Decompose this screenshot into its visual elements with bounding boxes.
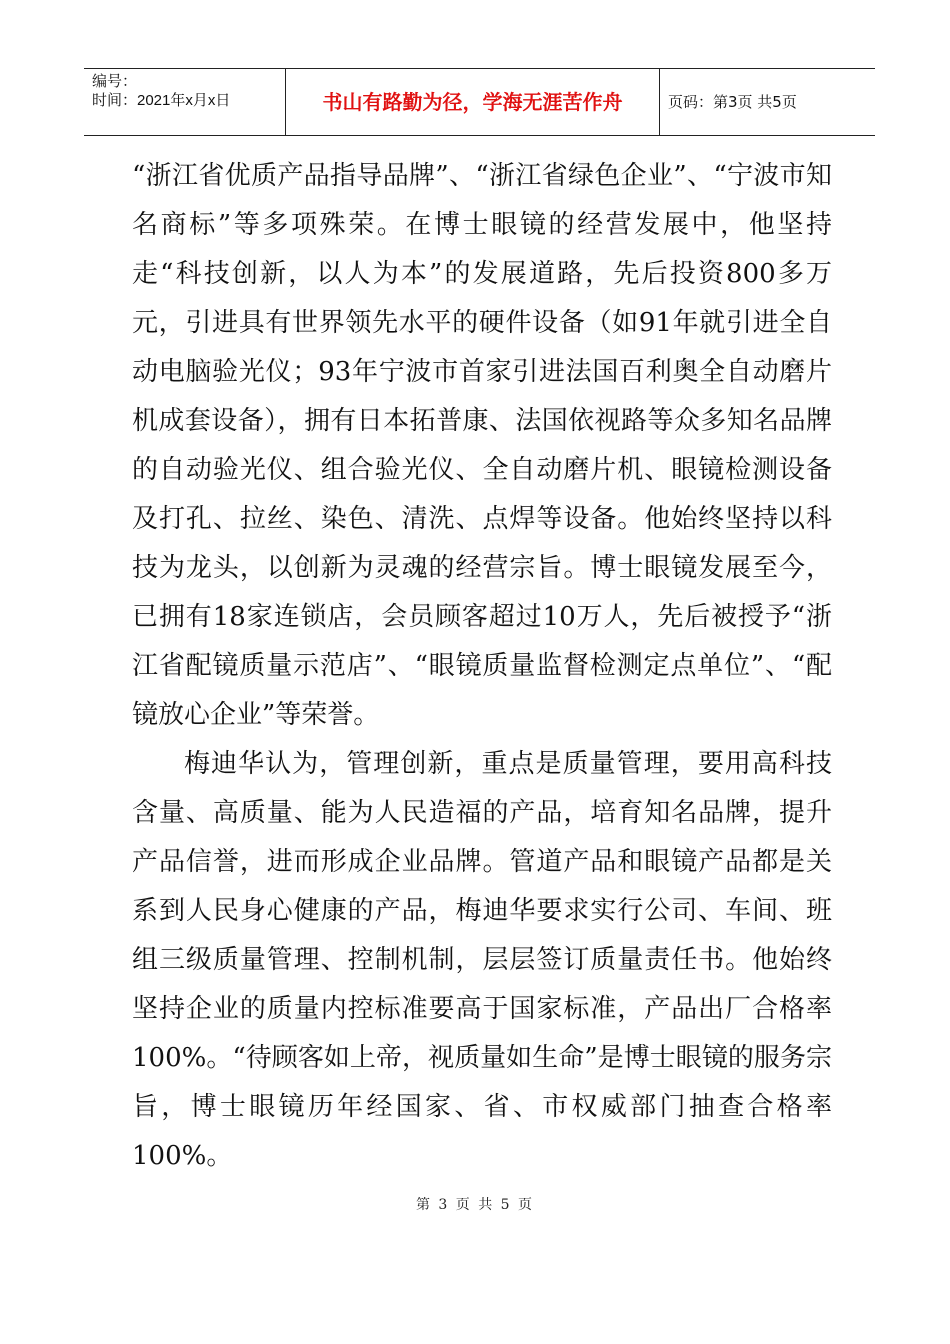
document-number-label: 编号： [92, 73, 138, 90]
paragraph-quality-management: 梅迪华认为，管理创新，重点是质量管理，要用高科技含量、高质量、能为人民造福的产品，培育知名品牌，提升产品信誉，进而形成企业品牌。管道产品和眼镜产品都是关系到人民身心健康的产品，梅迪华要求实行公司、车间、班组三级质量管理、控制机制，层层签订质量责任书。他始终坚持企业的质量内控标准要高于国家标准，产品出厂合格率100%。“待顾客如上帝，视质量如生命”是博士眼镜的服务宗旨，博士眼镜历年经国家、省、市权威部门抽查合格率100%。 [132, 749, 832, 1171]
header-meta [84, 69, 286, 135]
header-motto: 书山有路勤为径，学海无涯苦作舟 [286, 69, 660, 135]
paragraph-continued: “浙江省优质产品指导品牌”、“浙江省绿色企业”、“宁波市知名商标”等多项殊荣。在博士眼镜的经营发展中，他坚持走“科技创新，以人为本”的发展道路，先后投资800多万元，引进具有世界领先水平的硬件设备（如91年就引进全自动电脑验光仪；93年宁波市首家引进法国百利奥全自动磨片机成套设备），拥有日本拓普康、法国依视路等众多知名品牌的自动验光仪、组合验光仪、全自动磨片机、眼镜检测设备及打孔、拉丝、染色、清洗、点焊等设备。他始终坚持以科技为龙头，以创新为灵魂的经营宗旨。博士眼镜发展至今，已拥有18家连锁店，会员顾客超过10万人，先后被授予“浙江省配镜质量示范店”、“眼镜质量监督检测定点单位”、“配镜放心企业”等荣誉。 [132, 161, 832, 730]
document-date-label: 时间：2021年x月x日 [92, 92, 231, 109]
page-header [84, 68, 875, 136]
page-footer: 第 3 页 共 5 页 [415, 1197, 535, 1213]
document-body [132, 152, 832, 1181]
header-page-info: 页码：第3页 共5页 [668, 93, 797, 111]
